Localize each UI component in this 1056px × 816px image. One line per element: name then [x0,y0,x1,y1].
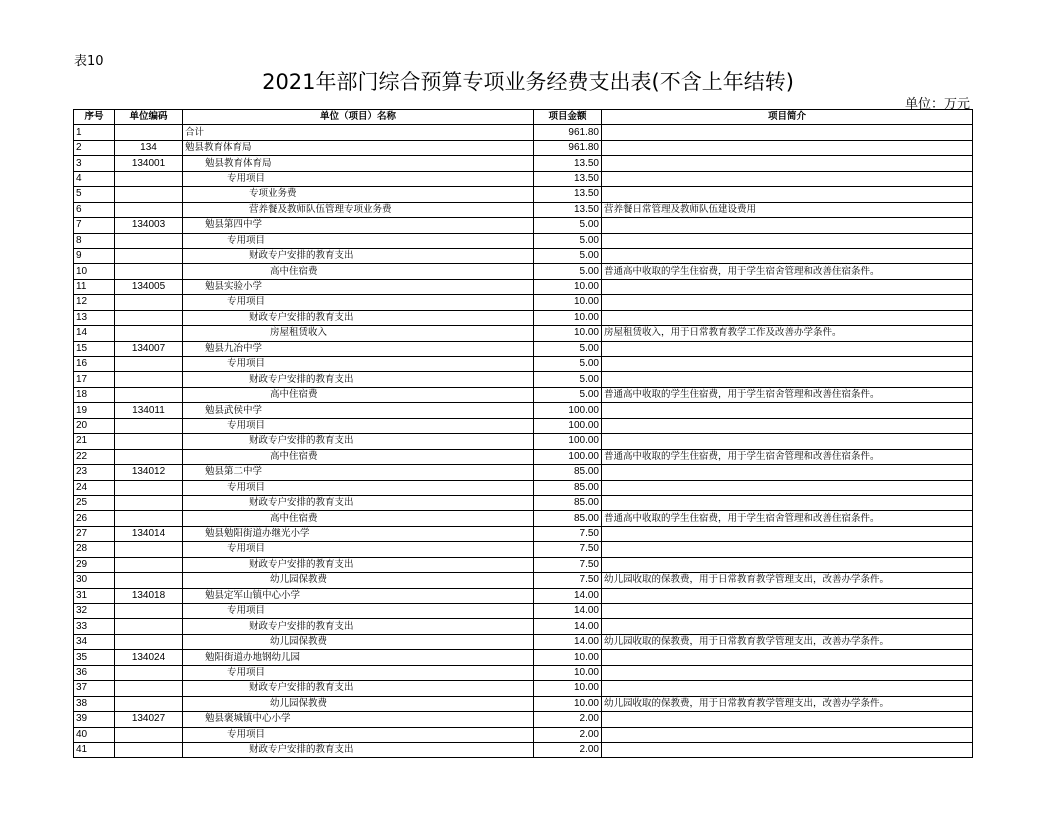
row-desc: 普通高中收取的学生住宿费，用于学生宿舍管理和改善住宿条件。 [602,511,973,526]
row-code [115,372,183,387]
row-name: 营养餐及教师队伍管理专项业务费 [183,202,534,217]
row-seq: 32 [74,604,115,619]
row-desc [602,341,973,356]
table-row [74,449,973,464]
row-amount: 2.00 [534,727,602,742]
row-amount: 85.00 [534,495,602,510]
row-amount: 10.00 [534,326,602,341]
table-row [74,341,973,356]
row-amount: 5.00 [534,248,602,263]
row-amount: 13.50 [534,187,602,202]
row-desc: 幼儿园收取的保教费，用于日常教育教学管理支出，改善办学条件。 [602,573,973,588]
table-row [74,650,973,665]
table-row [74,634,973,649]
table-row [74,665,973,680]
row-amount: 14.00 [534,588,602,603]
row-amount: 961.80 [534,125,602,140]
row-name: 勉县褒城镇中心小学 [183,712,534,727]
row-code [115,604,183,619]
row-desc [602,742,973,757]
row-name: 专用项目 [183,727,534,742]
row-name: 房屋租赁收入 [183,326,534,341]
row-desc [602,418,973,433]
row-amount: 5.00 [534,387,602,402]
table-row [74,526,973,541]
row-amount: 961.80 [534,140,602,155]
row-seq: 16 [74,357,115,372]
row-desc [602,619,973,634]
row-amount: 85.00 [534,480,602,495]
row-seq: 11 [74,279,115,294]
row-seq: 24 [74,480,115,495]
row-seq: 14 [74,326,115,341]
table-row [74,202,973,217]
row-amount: 7.50 [534,557,602,572]
row-desc [602,681,973,696]
row-desc [602,665,973,680]
row-desc [602,357,973,372]
table-row [74,326,973,341]
row-code [115,202,183,217]
table-row [74,372,973,387]
row-amount: 10.00 [534,279,602,294]
row-name: 专用项目 [183,418,534,433]
row-seq: 31 [74,588,115,603]
table-row [74,480,973,495]
row-amount: 10.00 [534,310,602,325]
row-amount: 5.00 [534,357,602,372]
header-name: 单位（项目）名称 [183,110,534,125]
row-desc [602,187,973,202]
row-name: 合计 [183,125,534,140]
row-name: 财政专户安排的教育支出 [183,681,534,696]
row-seq: 2 [74,140,115,155]
row-code [115,264,183,279]
row-code [115,681,183,696]
table-row [74,156,973,171]
row-code [115,357,183,372]
table-row [74,434,973,449]
row-amount: 5.00 [534,218,602,233]
row-amount: 5.00 [534,341,602,356]
row-seq: 20 [74,418,115,433]
table-row [74,727,973,742]
row-desc: 普通高中收取的学生住宿费，用于学生宿舍管理和改善住宿条件。 [602,387,973,402]
table-row [74,187,973,202]
row-name: 高中住宿费 [183,264,534,279]
table-row [74,418,973,433]
row-name: 财政专户安排的教育支出 [183,619,534,634]
row-amount: 5.00 [534,264,602,279]
row-seq: 38 [74,696,115,711]
row-name: 勉县实验小学 [183,279,534,294]
row-name: 勉县勉阳街道办继光小学 [183,526,534,541]
row-seq: 27 [74,526,115,541]
row-desc: 普通高中收取的学生住宿费，用于学生宿舍管理和改善住宿条件。 [602,264,973,279]
row-amount: 2.00 [534,742,602,757]
row-amount: 14.00 [534,619,602,634]
table-row [74,495,973,510]
row-seq: 26 [74,511,115,526]
row-code: 134012 [115,465,183,480]
row-code: 134011 [115,403,183,418]
row-amount: 13.50 [534,171,602,186]
row-seq: 28 [74,542,115,557]
row-code [115,310,183,325]
table-row [74,696,973,711]
row-desc: 普通高中收取的学生住宿费，用于学生宿舍管理和改善住宿条件。 [602,449,973,464]
row-seq: 21 [74,434,115,449]
row-code [115,696,183,711]
row-desc [602,604,973,619]
row-desc [602,218,973,233]
row-seq: 19 [74,403,115,418]
row-seq: 12 [74,295,115,310]
row-amount: 100.00 [534,449,602,464]
row-name: 财政专户安排的教育支出 [183,742,534,757]
row-code [115,171,183,186]
row-amount: 10.00 [534,665,602,680]
row-desc: 房屋租赁收入，用于日常教育教学工作及改善办学条件。 [602,326,973,341]
row-seq: 35 [74,650,115,665]
row-amount: 13.50 [534,202,602,217]
row-code: 134003 [115,218,183,233]
row-seq: 8 [74,233,115,248]
row-code [115,233,183,248]
row-amount: 100.00 [534,418,602,433]
table-row [74,279,973,294]
row-seq: 10 [74,264,115,279]
header-amount: 项目金额 [534,110,602,125]
row-desc [602,248,973,263]
row-seq: 5 [74,187,115,202]
row-seq: 41 [74,742,115,757]
table-row [74,295,973,310]
header-code: 单位编码 [115,110,183,125]
table-row [74,465,973,480]
row-seq: 40 [74,727,115,742]
row-name: 高中住宿费 [183,387,534,402]
row-code: 134014 [115,526,183,541]
row-code [115,295,183,310]
table-row [74,712,973,727]
row-name: 专用项目 [183,233,534,248]
table-row [74,248,973,263]
row-code: 134024 [115,650,183,665]
unit-label: 单位：万元 [904,97,970,112]
row-name: 专项业务费 [183,187,534,202]
row-name: 勉县定军山镇中心小学 [183,588,534,603]
row-name: 财政专户安排的教育支出 [183,310,534,325]
row-amount: 13.50 [534,156,602,171]
row-seq: 23 [74,465,115,480]
row-amount: 10.00 [534,650,602,665]
row-code: 134027 [115,712,183,727]
row-name: 专用项目 [183,542,534,557]
row-desc [602,465,973,480]
row-name: 勉县教育体育局 [183,156,534,171]
row-code: 134 [115,140,183,155]
row-seq: 30 [74,573,115,588]
table-row [74,218,973,233]
table-number: 表10 [74,54,104,69]
row-name: 幼儿园保教费 [183,696,534,711]
row-desc [602,588,973,603]
row-amount: 85.00 [534,465,602,480]
page-title: 2021年部门综合预算专项业务经费支出表(不含上年结转) [262,70,794,94]
row-name: 勉县第二中学 [183,465,534,480]
header-seq: 序号 [74,110,115,125]
row-desc [602,542,973,557]
budget-table [73,109,973,758]
row-seq: 37 [74,681,115,696]
row-amount: 7.50 [534,526,602,541]
row-code [115,326,183,341]
row-amount: 100.00 [534,403,602,418]
row-name: 专用项目 [183,665,534,680]
row-desc: 营养餐日常管理及教师队伍建设费用 [602,202,973,217]
row-seq: 13 [74,310,115,325]
table-row [74,140,973,155]
row-seq: 25 [74,495,115,510]
row-amount: 100.00 [534,434,602,449]
row-desc [602,140,973,155]
row-name: 勉县武侯中学 [183,403,534,418]
row-code [115,495,183,510]
row-seq: 17 [74,372,115,387]
row-desc [602,295,973,310]
row-code: 134007 [115,341,183,356]
row-code [115,125,183,140]
row-seq: 36 [74,665,115,680]
row-desc [602,727,973,742]
row-code [115,449,183,464]
row-seq: 29 [74,557,115,572]
row-amount: 14.00 [534,634,602,649]
row-code [115,480,183,495]
row-amount: 5.00 [534,233,602,248]
row-desc [602,712,973,727]
row-desc [602,233,973,248]
row-amount: 85.00 [534,511,602,526]
row-code [115,387,183,402]
table-row [74,403,973,418]
row-desc [602,372,973,387]
row-name: 勉阳街道办地钢幼儿园 [183,650,534,665]
row-name: 高中住宿费 [183,449,534,464]
row-name: 专用项目 [183,604,534,619]
row-name: 财政专户安排的教育支出 [183,248,534,263]
row-seq: 1 [74,125,115,140]
row-amount: 14.00 [534,604,602,619]
row-name: 财政专户安排的教育支出 [183,434,534,449]
table-row [74,233,973,248]
table-row [74,387,973,402]
row-seq: 7 [74,218,115,233]
row-seq: 39 [74,712,115,727]
row-name: 专用项目 [183,171,534,186]
row-desc [602,480,973,495]
table-row [74,588,973,603]
table-row [74,357,973,372]
row-code [115,542,183,557]
row-seq: 34 [74,634,115,649]
row-seq: 3 [74,156,115,171]
table-row [74,171,973,186]
row-code [115,573,183,588]
row-name: 幼儿园保教费 [183,573,534,588]
row-code [115,665,183,680]
row-code [115,619,183,634]
row-desc [602,495,973,510]
row-desc: 幼儿园收取的保教费，用于日常教育教学管理支出，改善办学条件。 [602,696,973,711]
row-name: 勉县九冶中学 [183,341,534,356]
table-row [74,310,973,325]
row-name: 财政专户安排的教育支出 [183,557,534,572]
row-desc [602,526,973,541]
row-desc [602,156,973,171]
row-code [115,187,183,202]
row-code [115,418,183,433]
row-amount: 10.00 [534,295,602,310]
row-seq: 18 [74,387,115,402]
row-name: 专用项目 [183,357,534,372]
table-row [74,573,973,588]
row-code [115,634,183,649]
row-desc [602,171,973,186]
table-row [74,681,973,696]
row-amount: 10.00 [534,696,602,711]
row-amount: 7.50 [534,573,602,588]
row-amount: 7.50 [534,542,602,557]
table-row [74,125,973,140]
row-name: 幼儿园保教费 [183,634,534,649]
table-row [74,264,973,279]
row-code: 134018 [115,588,183,603]
header-desc: 项目简介 [602,110,973,125]
row-code [115,727,183,742]
row-code [115,557,183,572]
row-seq: 9 [74,248,115,263]
row-seq: 4 [74,171,115,186]
row-desc [602,125,973,140]
row-name: 高中住宿费 [183,511,534,526]
row-name: 专用项目 [183,295,534,310]
row-code [115,511,183,526]
row-code [115,248,183,263]
row-seq: 33 [74,619,115,634]
row-code: 134005 [115,279,183,294]
table-row [74,619,973,634]
row-name: 财政专户安排的教育支出 [183,495,534,510]
row-desc [602,557,973,572]
row-seq: 15 [74,341,115,356]
table-row [74,742,973,757]
row-name: 勉县教育体育局 [183,140,534,155]
table-row [74,511,973,526]
row-code: 134001 [115,156,183,171]
row-desc [602,310,973,325]
table-row [74,542,973,557]
header-row [74,110,973,125]
row-amount: 10.00 [534,681,602,696]
table-row [74,557,973,572]
row-desc: 幼儿园收取的保教费，用于日常教育教学管理支出，改善办学条件。 [602,634,973,649]
row-desc [602,403,973,418]
row-name: 专用项目 [183,480,534,495]
row-seq: 22 [74,449,115,464]
row-desc [602,650,973,665]
row-name: 财政专户安排的教育支出 [183,372,534,387]
row-seq: 6 [74,202,115,217]
row-code [115,434,183,449]
row-name: 勉县第四中学 [183,218,534,233]
row-desc [602,434,973,449]
table-row [74,604,973,619]
row-amount: 2.00 [534,712,602,727]
row-desc [602,279,973,294]
row-code [115,742,183,757]
row-amount: 5.00 [534,372,602,387]
